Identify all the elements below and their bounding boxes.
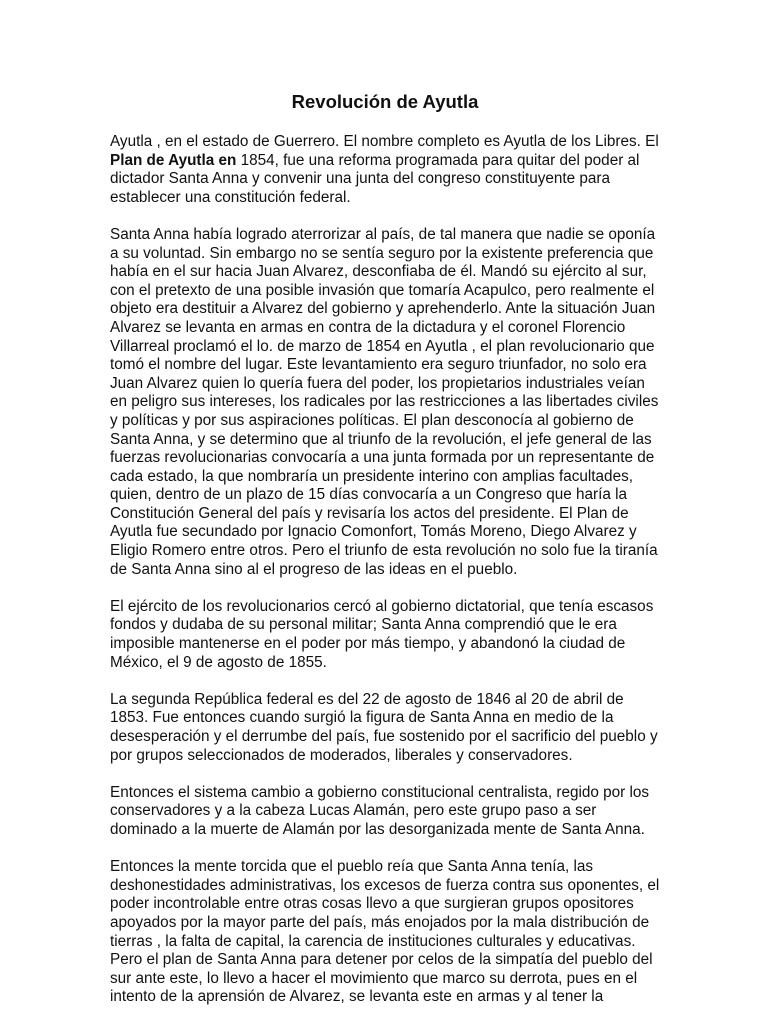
paragraph-centralist-government: Entonces el sistema cambio a gobierno constitucional centralista, regido por los conservadores y a la cabeza Lucas Alamán, pero este grupo paso a ser dominado a la muerte de Alamán por las desorganizada mente de Santa Anna. [110, 783, 650, 838]
paragraph-second-republic: La segunda República federal es del 22 de agosto de 1846 al 20 de abril de 1853. Fue entonces cuando surgió la figura de Santa Anna en medio de la desesperación y el derrumbe del país, fue sostenido por el sacrificio del pueblo y por grupos seleccionados de moderados, liberales y conservadores. [110, 690, 658, 764]
document-page [110, 89, 660, 1026]
paragraph-revolutionary-army: El ejército de los revolucionarios cercó al gobierno dictatorial, que tenía escasos fondos y dudaba de su personal militar; Santa Anna comprendió que le era imposible mantenerse en el poder por más tiempo, y abandonó la ciudad de México, el 9 de agosto de 1855. [110, 597, 654, 671]
paragraph-santa-anna-terror: Santa Anna había logrado aterrorizar al país, de tal manera que nadie se oponía a su voluntad. Sin embargo no se sentía seguro por la existente preferencia que había en el sur hacia Juan Alvarez, desconfiaba de él. Mandó su ejército al sur, con el pretexto de una posible invasión que tomaría Acapulco, pero realmente el objeto era destituir a Alvarez del gobierno y aprehenderlo. Ante la situación Juan Alvarez se levanta en armas en contra de la dictadura y el coronel Florencio Villarreal proclamó el lo. de marzo de 1854 en Ayutla , el plan revolucionario que tomó el nombre del lugar. Este levantamiento era seguro triunfador, no solo era Juan Alvarez quien lo quería fuera del poder, los propietarios industriales veían en peligro sus intereses, los radicales por las restricciones a las libertades civiles y políticas y por sus aspiraciones políticas. El plan desconocía al gobierno de Santa Anna, y se determino que al triunfo de la revolución, el jefe general de las fuerzas revolucionarias convocaría a una junta formada por un representante de cada estado, la que nombraría un presidente interino con amplias facultades, quien, dentro de un plazo de 15 días convocaría a un Congreso que haría la Constitución General del país y revisaría los actos del presidente. El Plan de Ayutla fue secundado por Ignacio Comonfort, Tomás Moreno, Diego Alvarez y Eligio Romero entre otros. Pero el triunfo de esta revolución no solo fue la tiranía de Santa Anna sino al el progreso de las ideas en el pueblo. [110, 225, 659, 578]
paragraph-intro-text-start: Ayutla , en el estado de Guerrero. El nombre completo es Ayutla de los Libres. El [110, 133, 659, 150]
paragraph-intro [110, 133, 660, 207]
paragraph-intro-bold-text: Plan de Ayutla en [110, 151, 237, 169]
paragraph-intro-text-end: 1854, fue una reforma programada para quitar del poder al dictador Santa Anna y convenir una junta del congreso constituyente para establecer una constitución federal. [110, 151, 640, 206]
document-title: Revolución de Ayutla [291, 91, 479, 112]
paragraph-opposition-groups: Entonces la mente torcida que el pueblo reía que Santa Anna tenía, las deshonestidades administrativas, los excesos de fuerza contra sus oponentes, el poder incontrolable entre otras cosas llevo a que surgieran grupos opositores apoyados por la mayor parte del país, más enojados por la mala distribución de tierras , la falta de capital, la carencia de instituciones culturales y educativas. Pero el plan de Santa Anna para detener por celos de la simpatía del pueblo del sur ante este, lo llevo a hacer el movimiento que marco su derrota, pues en el intento de la aprensión de Alvarez, se levanta este en armas y al tener la [110, 858, 660, 1006]
